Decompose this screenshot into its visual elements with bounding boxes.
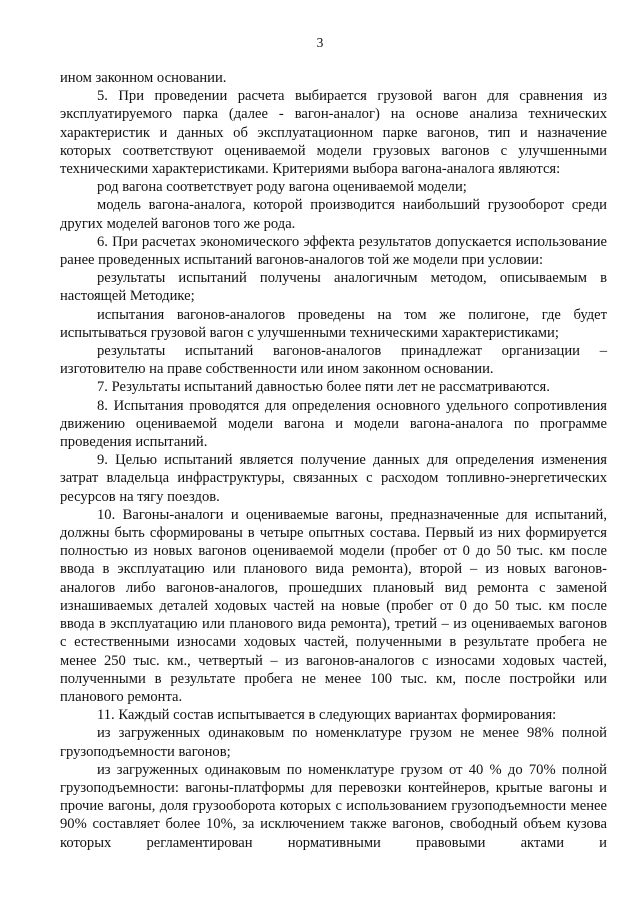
paragraph-7: 7. Результаты испытаний давностью более пяти лет не рассматриваются. xyxy=(97,379,550,396)
paragraph-9: 9. Целью испытаний является получение данных для определения изменения затрат владельца инфраструктуры, связанных с расходом топливно-энергетических ресурсов на тягу поездов. xyxy=(60,452,607,505)
criterion-1: род вагона соответствует роду вагона оцениваемой модели; xyxy=(97,179,467,196)
condition-1: результаты испытаний получены аналогичным методом, описываемым в настоящей Методике; xyxy=(60,270,607,305)
criterion-2: модель вагона-аналога, которой производится наибольший грузооборот среди других моделей вагонов того же рода. xyxy=(60,197,607,232)
paragraph-6: 6. При расчетах экономического эффекта результатов допускается использование ранее проведенных испытаний вагонов-аналогов той же модели при условии: xyxy=(60,233,607,269)
paragraph-8: 8. Испытания проводятся для определения основного удельного сопротивления движению оцениваемой модели вагона и модели вагона-аналога по программе проведения испытаний. xyxy=(60,397,607,451)
formation-variant-1: из загруженных одинаковым по номенклатуре грузом не менее 98% полной грузоподъемности вагонов; xyxy=(60,725,607,760)
page-number: 3 xyxy=(316,35,324,50)
formation-variant-2: из загруженных одинаковым по номенклатуре грузом от 40 % до 70% полной грузоподъемности: вагоны-платформы для перевозки контейнеров, крытые вагоны и прочие вагоны, доля грузооборота которых с использованием грузоподъемности менее 90% составляет более 10%, за исключением также вагонов, свободный объем кузова которых регламентирован нормативными правовыми актами и xyxy=(60,761,607,851)
paragraph-11: 11. Каждый состав испытывается в следующих вариантах формирования: xyxy=(97,707,557,724)
paragraph-5: 5. При проведении расчета выбирается грузовой вагон для сравнения из эксплуатируемого парка (далее - вагон-аналог) на основе анализа технических характеристик и данных об эксплуатационном парке вагонов, тип и назначение которых соответствуют оцениваемой модели грузовых вагонов с улучшенными техническими характеристиками. Критериями выбора вагона-аналога являются: xyxy=(60,88,607,178)
document-body xyxy=(60,69,607,852)
condition-2: испытания вагонов-аналогов проведены на том же полигоне, где будет испытываться грузовой вагон с улучшенными техническими характеристиками; xyxy=(60,306,607,341)
paragraph-10: 10. Вагоны-аналоги и оцениваемые вагоны, предназначенные для испытаний, должны быть сформированы в четыре опытных состава. Первый из них формируется полностью из новых вагонов оцениваемой модели (пробег от 0 до 50 тыс. км после ввода в эксплуатацию или планового вида ремонта), второй – из новых вагонов-аналогов либо вагонов-аналогов, прошедших плановый вид ремонта с заменой изнашиваемых деталей ходовых частей на новые (пробег от 0 до 50 тыс. км после ввода в эксплуатацию или планового вида ремонта), третий – из оцениваемых вагонов с естественными износами ходовых частей, полученными в результате пробега не менее 250 тыс. км., четвертый – из вагонов-аналогов с износами ходовых частей, полученными в результате пробега не менее 100 тыс. км, после постройки или планового ремонта. xyxy=(60,506,607,705)
condition-3: результаты испытаний вагонов-аналогов принадлежат организации – изготовителю на праве собственности или ином законном основании. xyxy=(60,343,607,378)
paragraph-continuation: ином законном основании. xyxy=(60,70,227,86)
